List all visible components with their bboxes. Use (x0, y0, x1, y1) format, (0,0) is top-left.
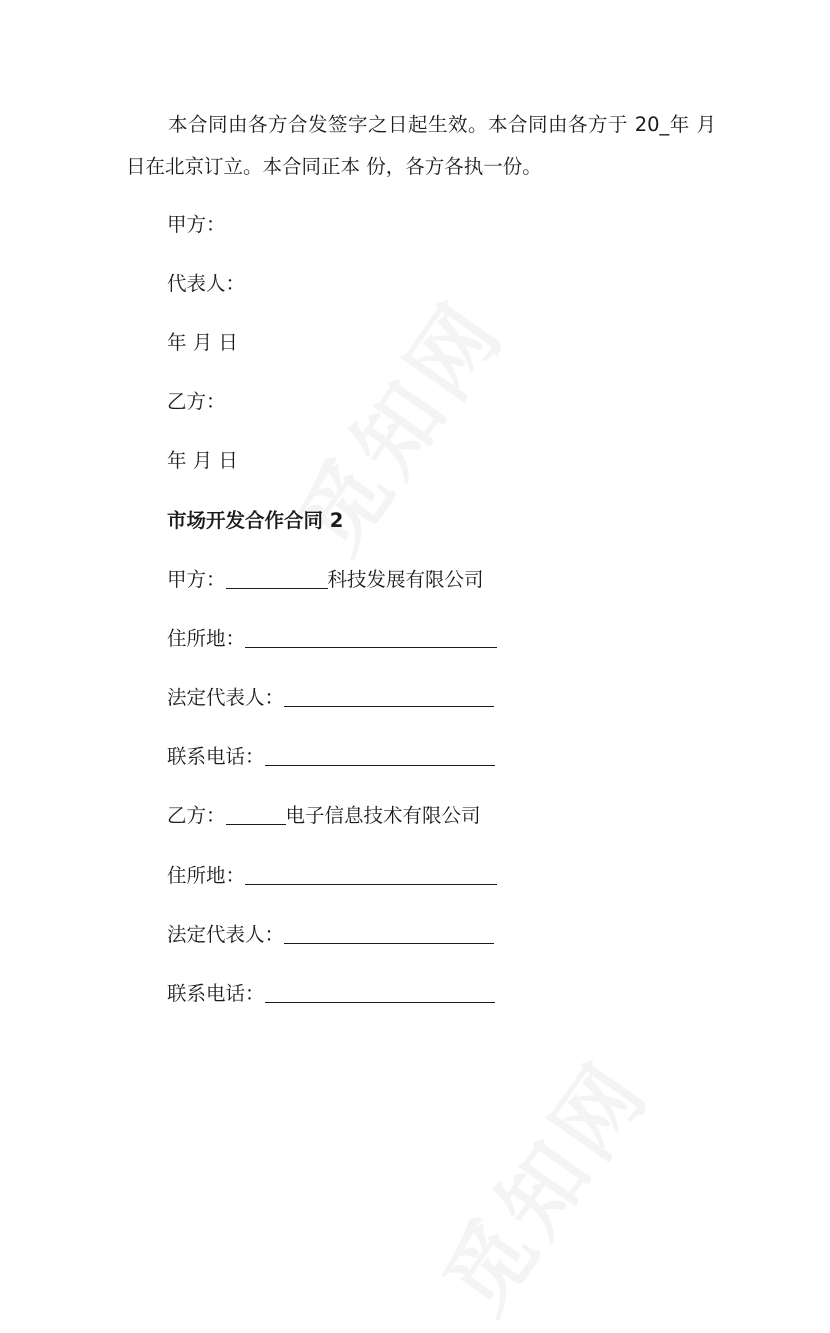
party-b-company-label: 乙方： (167, 804, 226, 827)
party-a-legal-rep-blank (284, 688, 494, 707)
party-b-address-label: 住所地： (167, 864, 246, 887)
party-a-company-suffix: 科技发展有限公司 (327, 568, 484, 591)
party-b-legal-rep-label: 法定代表人： (167, 923, 285, 946)
intro-paragraph: 本合同由各方合发签字之日起生效。本合同由各方于 20_年 月 日在北京订立。本合同正本 份，各方各执一份。 (126, 113, 716, 178)
party-b-company-suffix: 电子信息技术有限公司 (285, 804, 481, 827)
party-a-phone-line (167, 743, 495, 771)
date-line-a: 年 月 日 (167, 331, 238, 354)
contract-title: 市场开发合作合同 2 (167, 509, 344, 532)
party-b-legal-rep-line (167, 921, 494, 949)
party-a-phone-blank (265, 747, 495, 766)
party-a-address-line (167, 625, 497, 653)
watermark (409, 1031, 672, 1333)
party-b-phone-blank (265, 984, 495, 1003)
party-a-phone-label: 联系电话： (167, 745, 265, 768)
party-a-legal-rep-label: 法定代表人： (167, 686, 285, 709)
party-b-address-line (167, 862, 497, 890)
date-line-b: 年 月 日 (167, 449, 238, 472)
party-b-phone-label: 联系电话： (167, 982, 265, 1005)
party-b-label: 乙方： (167, 390, 226, 413)
party-b-address-blank (245, 866, 497, 885)
party-a-label: 甲方： (167, 213, 226, 236)
party-a-address-blank (245, 629, 497, 648)
party-a-company-label: 甲方： (167, 568, 226, 591)
party-b-name-blank (226, 806, 286, 825)
party-b-legal-rep-blank (284, 925, 494, 944)
party-a-legal-rep-line (167, 684, 494, 712)
party-a-address-label: 住所地： (167, 627, 246, 650)
party-b-phone-line (167, 980, 495, 1008)
representative-label: 代表人： (167, 272, 246, 295)
party-a-name-blank (226, 570, 328, 589)
party-b-company-line (167, 802, 481, 830)
party-a-company-line (167, 566, 484, 594)
